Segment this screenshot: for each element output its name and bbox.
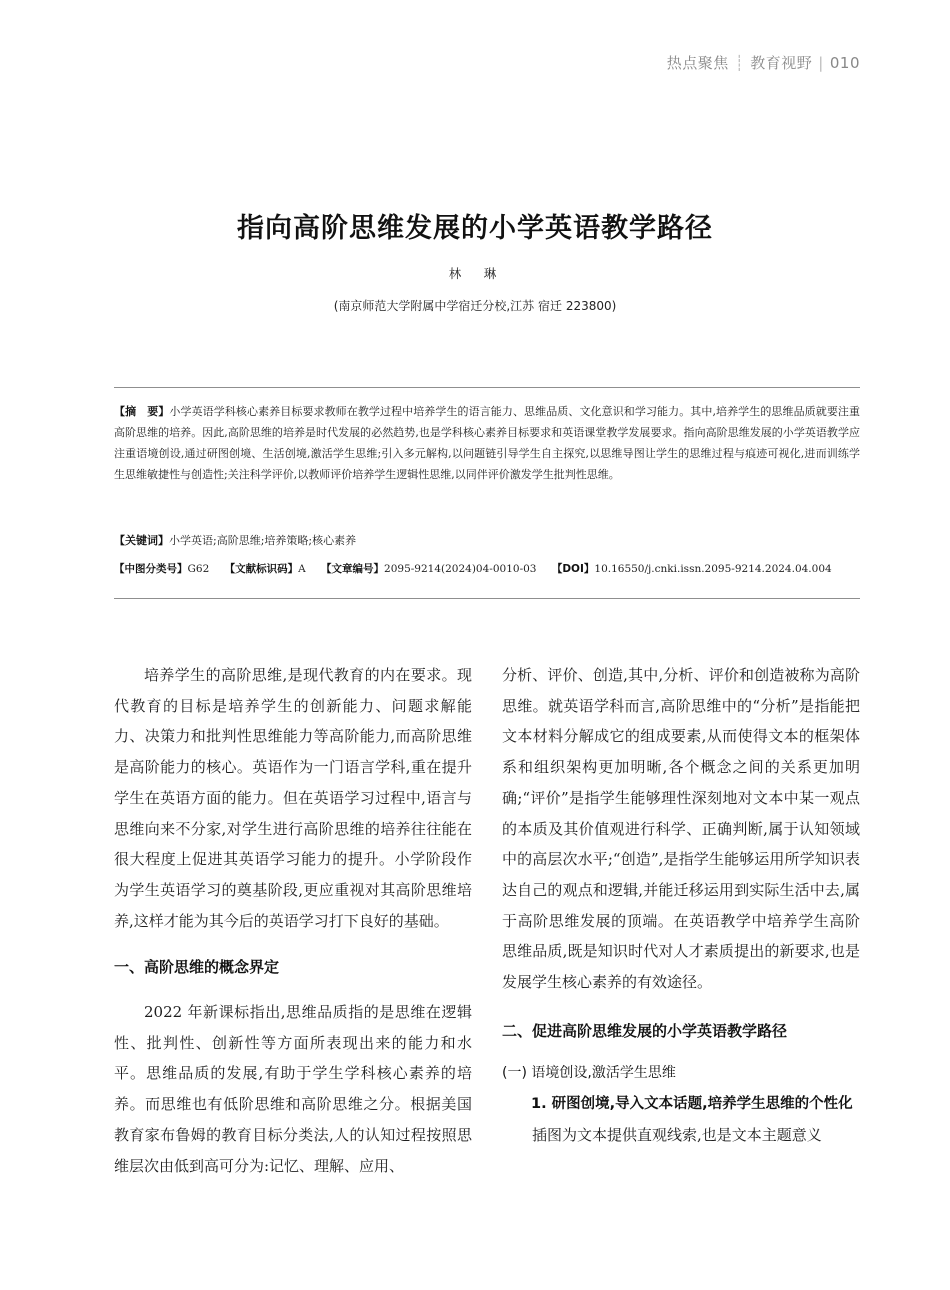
keywords-block xyxy=(114,530,860,551)
header-divider: ┊ xyxy=(734,54,745,72)
page-number: 010 xyxy=(829,54,860,72)
author-affiliation: (南京师范大学附属中学宿迁分校,江苏 宿迁 223800) xyxy=(333,299,617,313)
doi-label: 【DOI】 xyxy=(551,563,595,575)
header-divider-2: | xyxy=(818,54,824,72)
body-paragraph: 分析、评价、创造,其中,分析、评价和创造被称为高阶思维。就英语学科而言,高阶思维中的“分析”是指能把文本材料分解成它的组成要素,从而使得文本的框架体系和组织架构更加明晰,各个概念之间的关系更加明确;“评价”是指学生能够理性深刻地对文本中某一观点的本质及其价值观进行科学、正确判断,属于认知领域中的高层次水平;“创造”,是指学生能够运用所学知识表达自己的观点和逻辑,并能迁移运用到实际生活中去,属于高阶思维发展的顶端。在英语教学中培养学生高阶思维品质,既是知识时代对人才素质提出的新要求,也是发展学生核心素养的有效途径。 xyxy=(502,666,860,992)
doi-value: 10.16550/j.cnki.issn.2095-9214.2024.04.004 xyxy=(594,563,832,575)
body-column-right xyxy=(502,660,860,1151)
running-header xyxy=(667,52,860,73)
subsection-heading: (一) 语境创设,激活学生思维 xyxy=(502,1065,676,1082)
bottom-divider xyxy=(114,598,860,599)
classification-line xyxy=(114,559,874,580)
section-heading-2: 二、促进高阶思维发展的小学英语教学路径 xyxy=(502,1021,788,1040)
article-no-label: 【文章编号】 xyxy=(321,563,385,575)
body-paragraph: 2022 年新课标指出,思维品质指的是思维在逻辑性、批判性、创新性等方面所表现出来的能力和水平。思维品质的发展,有助于学生学科核心素养的培养。而思维也有低阶思维和高阶思维之分。根据美国教育家布鲁姆的教育目标分类法,人的认知过程按照思维层次由低到高可分为:记忆、理解、应用、 xyxy=(114,1003,472,1175)
abstract-label: 【摘 要】 xyxy=(114,405,170,418)
keywords-label: 【关键词】 xyxy=(114,534,169,547)
body-column-left xyxy=(114,660,472,1181)
abstract-block xyxy=(114,401,860,485)
author-name: 林 琳 xyxy=(448,266,502,281)
body-paragraph: 插图为文本提供直观线索,也是文本主题意义 xyxy=(532,1125,822,1144)
header-column: 教育视野 xyxy=(750,54,813,72)
header-section: 热点聚焦 xyxy=(666,54,729,72)
clc-value: G62 xyxy=(187,563,210,575)
body-paragraph: 培养学生的高阶思维,是现代教育的内在要求。现代教育的目标是培养学生的创新能力、问题求解能力、决策力和批判性思维能力等高阶能力,而高阶思维是高阶能力的核心。英语作为一门语言学科,重在提升学生在英语方面的能力。但在英语学习过程中,语言与思维向来不分家,对学生进行高阶思维的培养往往能在很大程度上促进其英语学习能力的提升。小学阶段作为学生英语学习的奠基阶段,更应重视对其高阶思维培养,这样才能为其今后的英语学习打下良好的基础。 xyxy=(114,666,472,930)
doc-code-label: 【文献标识码】 xyxy=(224,563,299,575)
article-title: 指向高阶思维发展的小学英语教学路径 xyxy=(237,213,713,244)
keywords-text: 小学英语;高阶思维;培养策略;核心素养 xyxy=(169,534,357,547)
subsubsection-heading: 1. 研图创境,导入文本话题,培养学生思维的个性化 xyxy=(531,1096,853,1113)
clc-label: 【中图分类号】 xyxy=(114,563,188,575)
section-heading-1: 一、高阶思维的概念界定 xyxy=(114,958,280,977)
abstract-text: 小学英语学科核心素养目标要求教师在教学过程中培养学生的语言能力、思维品质、文化意识和学习能力。其中,培养学生的思维品质就要注重高阶思维的培养。因此,高阶思维的培养是时代发展的必然趋势,也是学科核心素养目标要求和英语课堂教学发展要求。指向高阶思维发展的小学英语教学应注重语境创设,通过研图创境、生活创境,激活学生思维;引入多元解构,以问题链引导学生自主探究,以思维导图让学生的思维过程与痕迹可视化,进而训练学生思维敏捷性与创造性;关注科学评价,以教师评价培养学生逻辑性思维,以同伴评价激发学生批判性思维。 xyxy=(114,405,861,481)
doc-code-value: A xyxy=(298,563,306,575)
article-no-value: 2095-9214(2024)04-0010-03 xyxy=(384,563,537,575)
top-divider xyxy=(114,387,860,388)
